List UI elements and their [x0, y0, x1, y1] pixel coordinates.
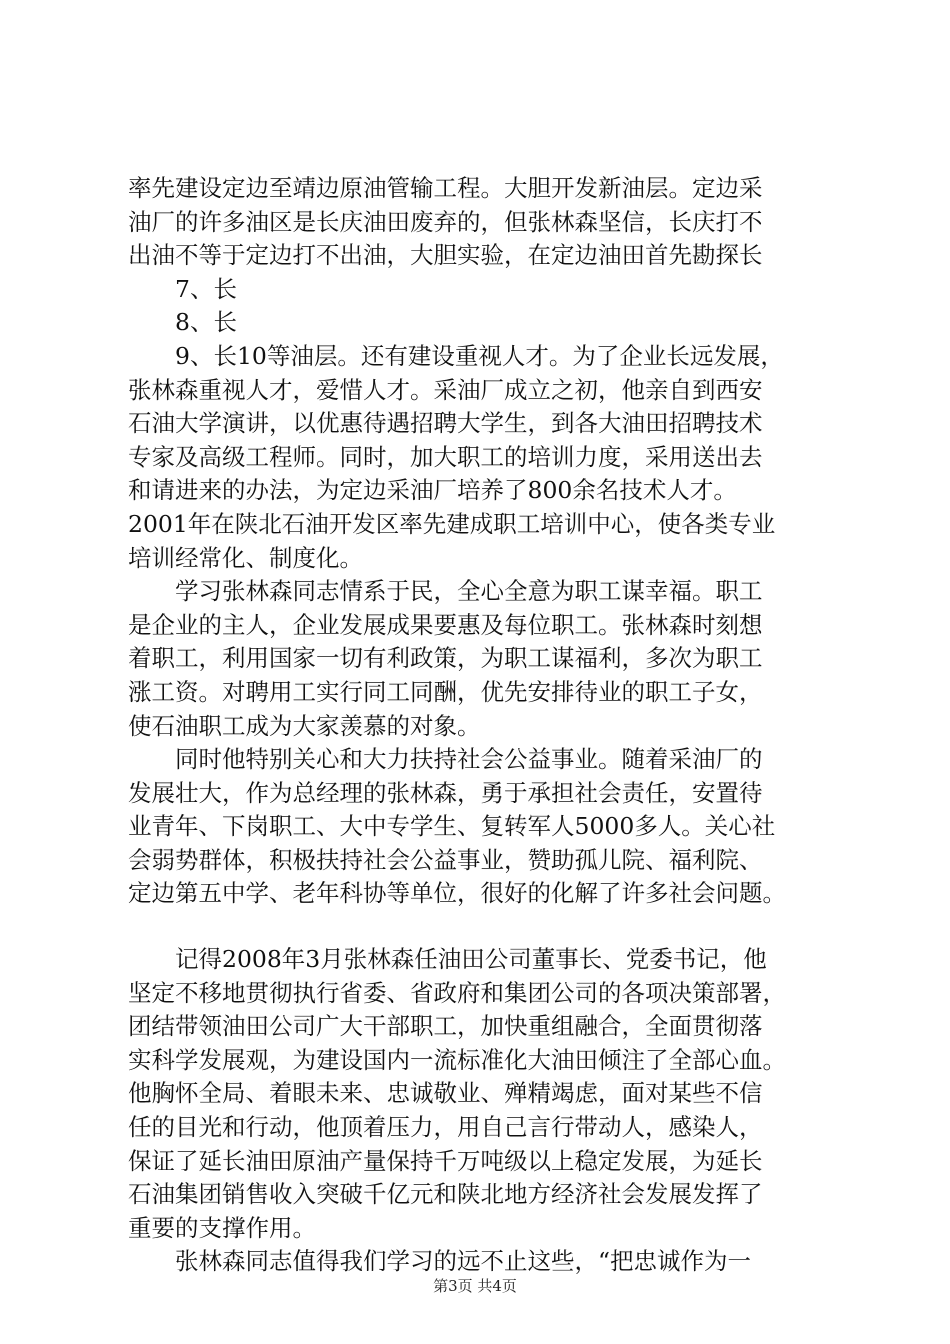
paragraph-gap — [128, 911, 842, 943]
list-item-7: 7、长 — [175, 274, 237, 303]
text-line: 石油集团销售收入突破千亿元和陕北地方经济社会发展发挥了 — [128, 1180, 763, 1209]
text-line: 发展壮大，作为总经理的张林森，勇于承担社会责任，安置待 — [128, 778, 763, 807]
text-line: 团结带领油田公司广大干部职工，加快重组融合，全面贯彻落 — [128, 1012, 763, 1041]
text-line: 着职工，利用国家一切有利政策，为职工谋福利，多次为职工 — [128, 644, 763, 673]
text-line: 他胸怀全局、着眼未来、忠诚敬业、殚精竭虑，面对某些不信 — [128, 1079, 763, 1108]
text-line: 保证了延长油田原油产量保持千万吨级以上稳定发展，为延长 — [128, 1146, 763, 1175]
text-line: 石油大学演讲，以优惠待遇招聘大学生，到各大油田招聘技术 — [128, 409, 763, 438]
paragraph-start: 学习张林森同志情系于民，全心全意为职工谋幸福。职工 — [175, 577, 763, 606]
text-line: 坚定不移地贯彻执行省委、省政府和集团公司的各项决策部署， — [128, 978, 786, 1007]
text-line: 涨工资。对聘用工实行同工同酬，优先安排待业的职工子女， — [128, 677, 763, 706]
text-line: 实科学发展观，为建设国内一流标准化大油田倾注了全部心血。 — [128, 1045, 786, 1074]
paragraph-start: 张林森同志值得我们学习的远不止这些，“把忠诚作为一 — [175, 1247, 752, 1276]
text-line: 专家及高级工程师。同时，加大职工的培训力度，采用送出去 — [128, 442, 763, 471]
document-body — [128, 172, 842, 1279]
text-line: 和请进来的办法，为定边采油厂培养了800余名技术人才。 — [128, 476, 737, 505]
text-line: 张林森重视人才，爱惜人才。采油厂成立之初，他亲自到西安 — [128, 375, 763, 404]
text-line: 油厂的许多油区是长庆油田废弃的，但张林森坚信，长庆打不 — [128, 207, 763, 236]
text-line: 重要的支撑作用。 — [128, 1213, 316, 1242]
text-line: 率先建设定边至靖边原油管输工程。大胆开发新油层。定边采 — [128, 174, 763, 202]
text-line: 业青年、下岗职工、大中专学生、复转军人5000多人。关心社 — [128, 812, 776, 841]
text-line: 定边第五中学、老年科协等单位，很好的化解了许多社会问题。 — [128, 879, 786, 908]
text-line: 会弱势群体，积极扶持社会公益事业，赞助孤儿院、福利院、 — [128, 845, 763, 874]
text-line: 培训经常化、制度化。 — [128, 543, 363, 572]
page-number-footer: 第3页 共4页 — [433, 1277, 517, 1295]
text-line: 任的目光和行动，他顶着压力，用自己言行带动人，感染人， — [128, 1113, 763, 1142]
list-item-9: 9、长10等油层。还有建设重视人才。为了企业长远发展， — [175, 341, 784, 370]
text-line: 是企业的主人，企业发展成果要惠及每位职工。张林森时刻想 — [128, 610, 763, 639]
text-line: 2001年在陕北石油开发区率先建成职工培训中心，使各类专业 — [128, 509, 776, 538]
text-line: 使石油职工成为大家羡慕的对象。 — [128, 711, 481, 740]
paragraph-start: 同时他特别关心和大力扶持社会公益事业。随着采油厂的 — [175, 745, 763, 774]
text-line: 出油不等于定边打不出油，大胆实验，在定边油田首先勘探长 — [128, 241, 763, 270]
list-item-8: 8、长 — [175, 308, 237, 337]
paragraph-start: 记得2008年3月张林森任油田公司董事长、党委书记，他 — [175, 945, 767, 974]
